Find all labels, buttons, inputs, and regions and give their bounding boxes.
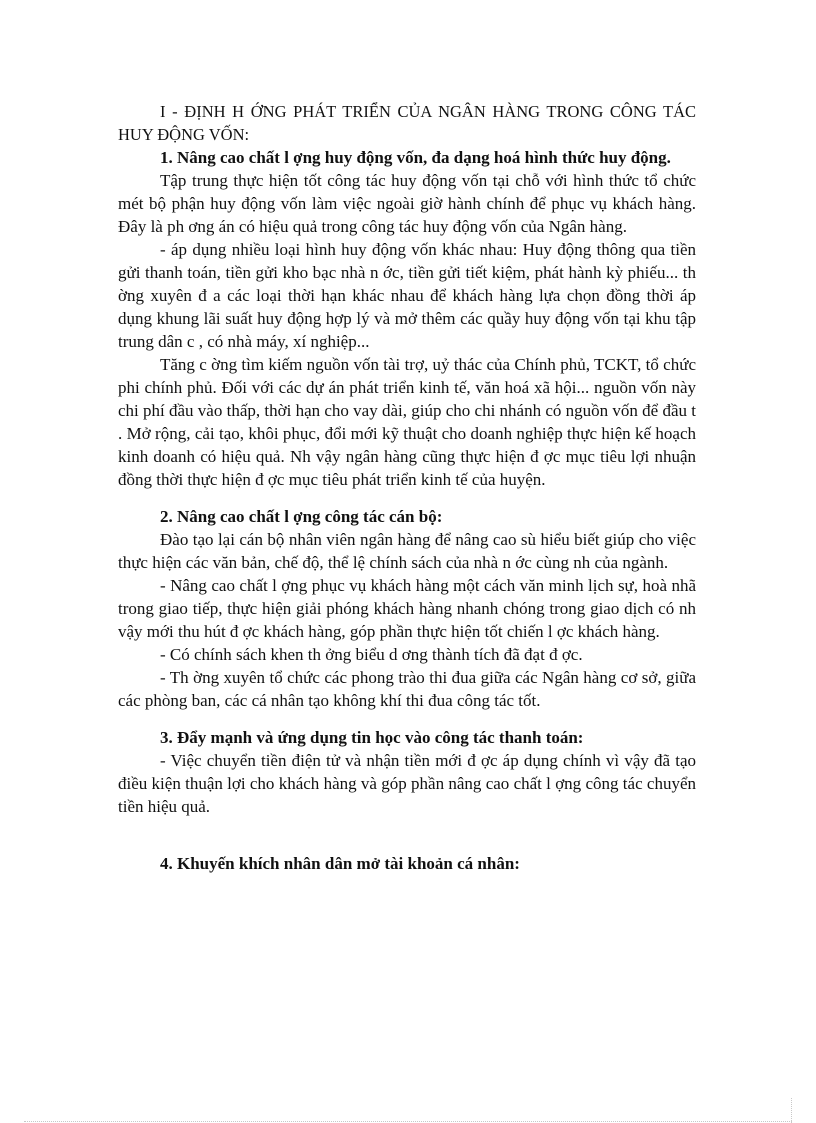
section-3-title: 3. Đẩy mạnh và ứng dụng tin học vào công tác thanh toán: [160, 728, 584, 747]
spacer [118, 712, 696, 726]
section-2-title: 2. Nâng cao chất l ợng công tác cán bộ: [160, 507, 443, 526]
section-1-paragraph-1: Tập trung thực hiện tốt công tác huy động vốn tại chỗ với hình thức tổ chức mét bộ phận huy động vốn làm việc ngoài giờ hành chính để phục vụ khách hàng. Đây là ph ơng án có hiệu quả trong công tác huy động vốn của Ngân hàng. [118, 171, 696, 236]
spacer [118, 491, 696, 505]
page-right-border [791, 1098, 792, 1123]
spacer [118, 818, 696, 852]
section-1-paragraph-2: - áp dụng nhiều loại hình huy động vốn khác nhau: Huy động thông qua tiền gửi thanh toán, tiền gửi kho bạc nhà n ớc, tiền gửi tiết kiệm, phát hành kỳ phiếu... th ờng xuyên đ a các loại thời hạn khác nhau để khách hàng lựa chọn đồng thời áp dụng khung lãi suất huy động hợp lý và mở thêm các quầy huy động vốn tại khu tập trung dân c , có nhà máy, xí nghiệp... [118, 240, 696, 351]
document-heading: I - ĐỊNH H ỚNG PHÁT TRIỂN CỦA NGÂN HÀNG TRONG CÔNG TÁC HUY ĐỘNG VỐN: [118, 102, 696, 144]
section-4-title: 4. Khuyến khích nhân dân mở tài khoản cá nhân: [160, 854, 520, 873]
section-3-paragraph-1: - Việc chuyển tiền điện tử và nhận tiền mới đ ợc áp dụng chính vì vậy đã tạo điều kiện thuận lợi cho khách hàng và góp phần nâng cao chất l ợng công tác chuyển tiền hiệu quả. [118, 751, 696, 816]
page-bottom-border [24, 1121, 792, 1122]
section-1-title: 1. Nâng cao chất l ợng huy động vốn, đa dạng hoá hình thức huy động. [160, 148, 671, 167]
section-1-paragraph-3: Tăng c ờng tìm kiếm nguồn vốn tài trợ, uỷ thác của Chính phủ, TCKT, tổ chức phi chính phủ. Đối với các dự án phát triển kinh tế, văn hoá xã hội... nguồn vốn này chi phí đầu vào thấp, thời hạn cho vay dài, giúp cho chi nhánh có nguồn vốn để đầu t . Mở rộng, cải tạo, khôi phục, đổi mới kỹ thuật cho doanh nghiệp thực hiện kế hoạch kinh doanh có hiệu quả. Nh vậy ngân hàng cũng thực hiện đ ợc mục tiêu lợi nhuận đồng thời thực hiện đ ợc mục tiêu phát triển kinh tế của huyện. [118, 355, 696, 489]
section-2-paragraph-1: Đào tạo lại cán bộ nhân viên ngân hàng để nâng cao sù hiểu biết giúp cho việc thực hiện các văn bản, chế độ, thể lệ chính sách của nhà n ớc cùng nh của ngành. [118, 530, 696, 572]
section-2-paragraph-3: - Có chính sách khen th ởng biểu d ơng thành tích đã đạt đ ợc. [160, 645, 583, 664]
section-2-paragraph-2: - Nâng cao chất l ợng phục vụ khách hàng một cách văn minh lịch sự, hoà nhã trong giao tiếp, thực hiện giải phóng khách hàng nhanh chóng trong giao dịch có nh vậy mới thu hút đ ợc khách hàng, góp phần thực hiện tốt chiến l ợc khách hàng. [118, 576, 696, 641]
document-page [118, 100, 696, 875]
section-2-paragraph-4: - Th ờng xuyên tổ chức các phong trào thi đua giữa các Ngân hàng cơ sở, giữa các phòng ban, các cá nhân tạo không khí thi đua công tác tốt. [118, 668, 696, 710]
